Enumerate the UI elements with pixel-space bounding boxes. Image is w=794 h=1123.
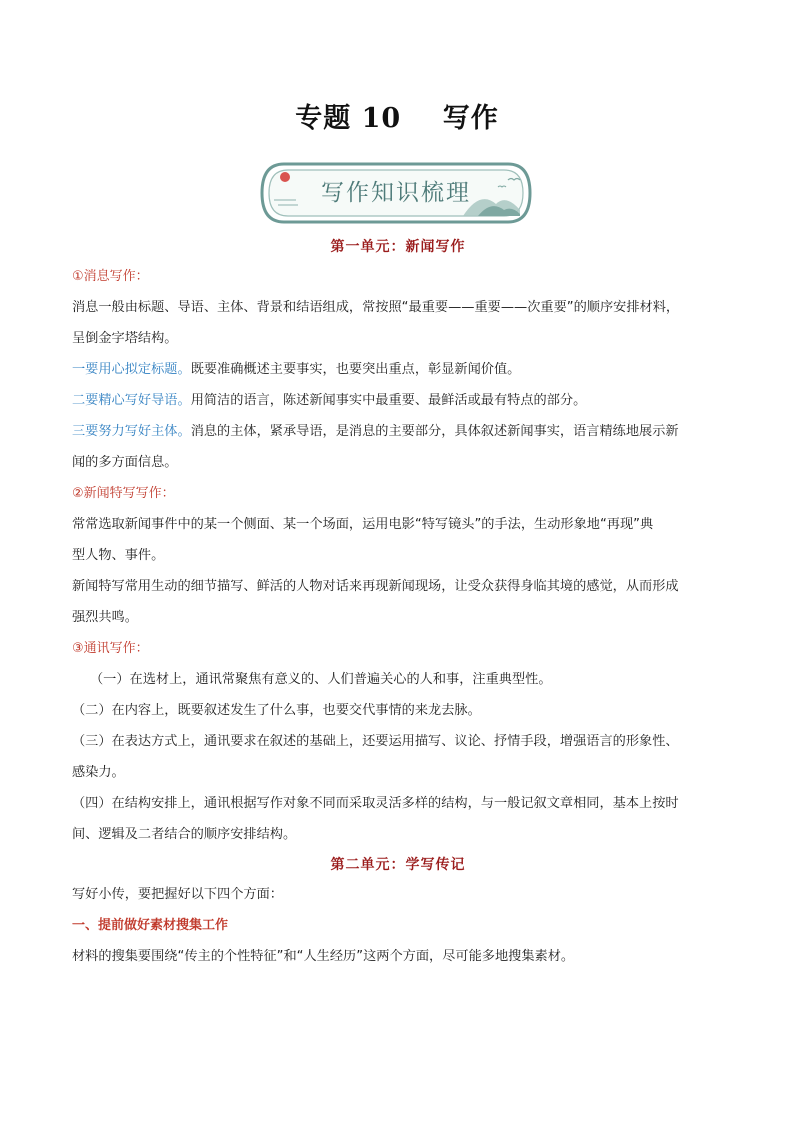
report-item1: （一）在选材上，通讯常聚焦有意义的、人们普遍关心的人和事，注重典型性。 — [90, 672, 552, 687]
point3-lead: 三要努力写好主体。 — [72, 424, 191, 439]
point3-paragraph — [72, 416, 724, 447]
report-heading: ③通讯写作： — [72, 641, 149, 656]
section1-text: 材料的搜集要围绕“传主的个性特征”和“人生经历”这两个方面，尽可能多地搜集素材。 — [72, 949, 575, 964]
section-banner — [258, 160, 534, 226]
unit2-heading: 第二单元：学写传记 — [330, 857, 466, 873]
report-item3-line1: （三）在表达方式上，通讯要求在叙述的基础上，还要运用描写、议论、抒情手段，增强语言的形象性、 — [72, 734, 679, 749]
report-item3-line2: 感染力。 — [72, 765, 125, 780]
feature-para2-line1: 新闻特写常用生动的细节描写、鲜活的人物对话来再现新闻现场，让受众获得身临其境的感觉，从而形成 — [72, 579, 679, 594]
banner-title: 写作知识梳理 — [321, 180, 471, 206]
news-heading: ①消息写作： — [72, 269, 149, 284]
feature-para1-line1: 常常选取新闻事件中的某一个侧面、某一个场面，运用电影“特写镜头”的手法，生动形象地“再现”典 — [72, 517, 654, 532]
point2-text: 用简洁的语言，陈述新闻事实中最重要、最鲜活或最有特点的部分。 — [190, 393, 587, 408]
news-paragraph-line1: 消息一般由标题、导语、主体、背景和结语组成，常按照“最重要——重要——次重要”的顺序安排材料， — [72, 300, 680, 315]
feature-heading: ②新闻特写写作： — [72, 486, 175, 501]
news-paragraph-line2: 呈倒金字塔结构。 — [72, 331, 178, 346]
report-item4-line1: （四）在结构安排上，通讯根据写作对象不同而采取灵活多样的结构，与一般记叙文章相同，基本上按时 — [72, 796, 679, 811]
feature-para1-line2: 型人物、事件。 — [72, 548, 165, 563]
point1-paragraph — [72, 354, 724, 385]
feature-para2-line2: 强烈共鸣。 — [72, 610, 138, 625]
document-title: 专题 10 写作 — [295, 103, 499, 134]
point2-lead: 二要精心写好导语。 — [72, 393, 191, 408]
point1-text: 既要准确概述主要事实，也要突出重点，彰显新闻价值。 — [190, 362, 521, 377]
section1-heading: 一、提前做好素材搜集工作 — [72, 918, 229, 933]
point1-lead: 一要用心拟定标题。 — [72, 362, 191, 377]
unit2-intro: 写好小传，要把握好以下四个方面： — [72, 887, 283, 902]
point3-text-line2: 闻的多方面信息。 — [72, 455, 178, 470]
report-item2: （二）在内容上，既要叙述发生了什么事，也要交代事情的来龙去脉。 — [72, 703, 481, 718]
unit1-heading: 第一单元：新闻写作 — [330, 239, 466, 255]
report-item4-line2: 间、逻辑及二者结合的顺序安排结构。 — [72, 827, 297, 842]
point3-text-line1: 消息的主体，紧承导语，是消息的主要部分，具体叙述新闻事实，语言精练地展示新 — [190, 424, 679, 439]
main-content — [72, 232, 724, 972]
point2-paragraph — [72, 385, 724, 416]
